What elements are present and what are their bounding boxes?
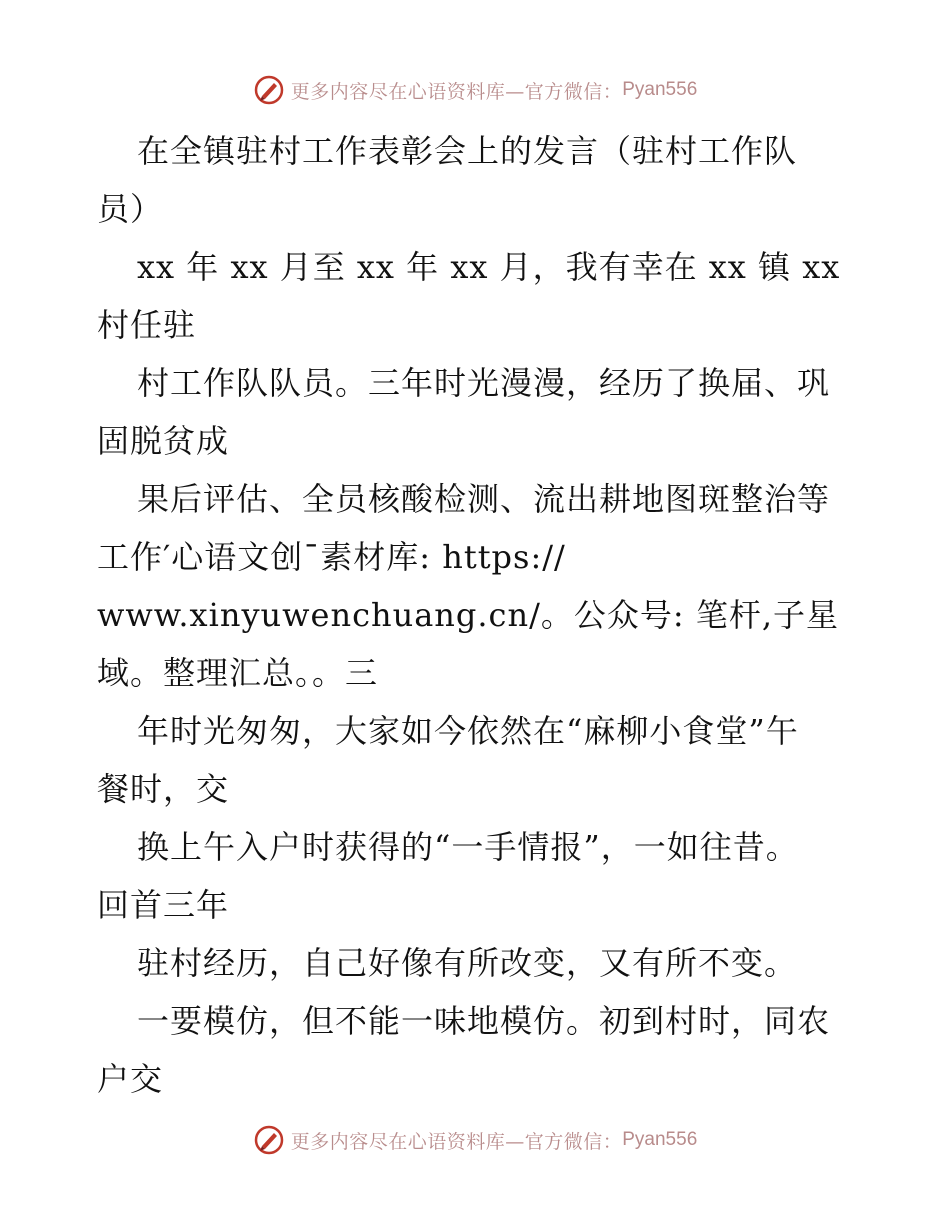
text-line: 域。整理汇总。。三 bbox=[97, 654, 379, 692]
text-line: 果后评估、全员核酸检测、流出耕地图斑整治等 bbox=[137, 480, 831, 518]
footer-watermark bbox=[0, 1120, 950, 1160]
wechat-id: Pyan556 bbox=[622, 79, 698, 100]
text-line: 村任驻 bbox=[97, 306, 197, 344]
text-line: 户交 bbox=[97, 1060, 164, 1098]
text-line: 工作′心语文创¯素材库: https:// bbox=[97, 538, 566, 576]
header-watermark bbox=[0, 70, 950, 110]
banner-text: 更多内容尽在心语资料库—官方微信： bbox=[290, 1130, 623, 1153]
pen-logo-icon bbox=[253, 74, 285, 106]
text-line: 驻村经历，自己好像有所改变，又有所不变。 bbox=[137, 944, 798, 982]
text-line: www.xinyuwenchuang.cn/。公众号: 笔杆,子星 bbox=[97, 596, 839, 634]
text-line: 一要模仿，但不能一味地模仿。初到村时，同农 bbox=[137, 1002, 831, 1040]
text-line: 固脱贫成 bbox=[97, 422, 230, 460]
document-body bbox=[97, 122, 867, 1108]
text-line: 村工作队队员。三年时光漫漫，经历了换届、巩 bbox=[137, 364, 831, 402]
text-line: xx 年 xx 月至 xx 年 xx 月，我有幸在 xx 镇 xx bbox=[137, 248, 841, 286]
text-line: 年时光匆匆，大家如今依然在“麻柳小食堂”午 bbox=[137, 712, 799, 750]
banner-text: 更多内容尽在心语资料库—官方微信： bbox=[290, 80, 623, 103]
text-line: 餐时，交 bbox=[97, 770, 230, 808]
text-line: 在全镇驻村工作表彰会上的发言（驻村工作队 bbox=[137, 132, 798, 170]
wechat-id: Pyan556 bbox=[622, 1129, 698, 1150]
text-line: 回首三年 bbox=[97, 886, 230, 924]
text-line: 员） bbox=[97, 190, 164, 228]
text-line: 换上午入户时获得的“一手情报”，一如往昔。 bbox=[137, 828, 799, 866]
pen-logo-icon bbox=[253, 1124, 285, 1156]
